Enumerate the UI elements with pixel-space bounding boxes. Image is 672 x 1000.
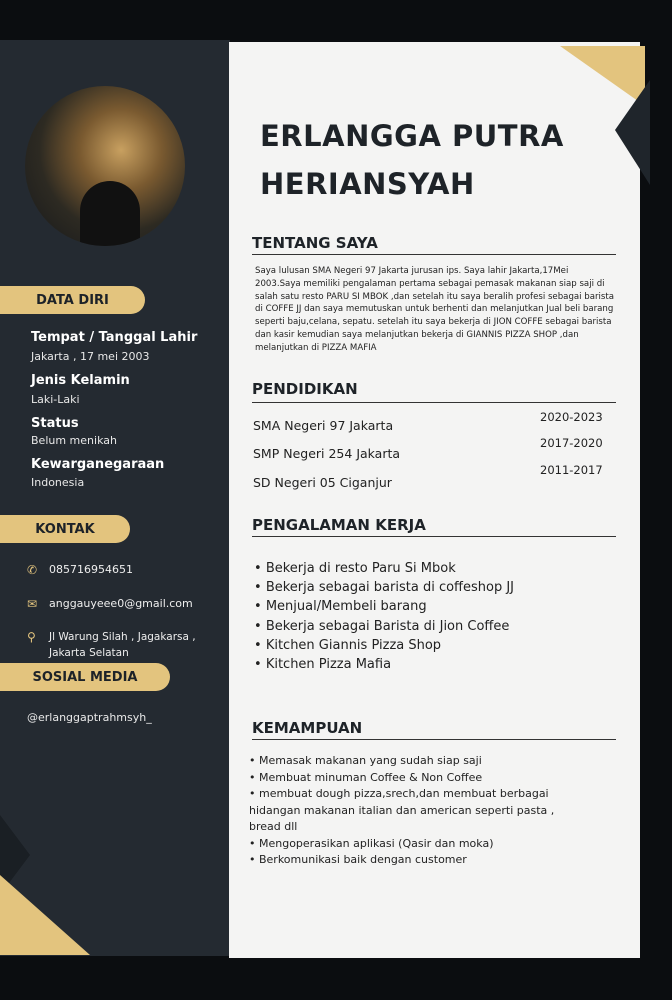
value: Belum menikah	[31, 434, 117, 447]
list-item: • Menjual/Membeli barang	[254, 597, 514, 616]
phone	[27, 563, 133, 577]
experience-list	[254, 559, 514, 674]
list-item: • membuat dough pizza,srech,dan membuat berbagai hidangan makanan italian dan american seperti pasta , bread dll	[249, 787, 555, 833]
list-item: • Kitchen Giannis Pizza Shop	[254, 636, 514, 655]
years: 2017-2020	[540, 436, 603, 450]
kontak-heading: KONTAK	[0, 515, 130, 543]
school: SMA Negeri 97 Jakarta	[253, 418, 394, 433]
full-name: ERLANGGA PUTRA HERIANSYAH	[260, 119, 564, 201]
kemampuan-heading: KEMAMPUAN	[252, 719, 616, 740]
years: 2020-2023	[540, 410, 603, 424]
pengalaman-heading: PENGALAMAN KERJA	[252, 516, 616, 537]
label: Status	[31, 416, 79, 431]
email-text: anggauyeee0@gmail.com	[49, 597, 193, 610]
list-item: • Mengoperasikan aplikasi (Qasir dan moka)	[249, 836, 494, 850]
value: Laki-Laki	[31, 393, 80, 406]
address-line: Jakarta Selatan	[49, 647, 129, 659]
sosial-media-heading: SOSIAL MEDIA	[0, 663, 170, 691]
list-item: • Kitchen Pizza Mafia	[254, 655, 514, 674]
list-item: • Bekerja sebagai Barista di Jion Coffee	[254, 617, 514, 636]
list-item: • Bekerja sebagai barista di coffeshop JJ	[254, 578, 514, 597]
value: Indonesia	[31, 476, 85, 489]
label: Tempat / Tanggal Lahir	[31, 330, 198, 345]
about-text: Saya lulusan SMA Negeri 97 Jakarta jurusan ips. Saya lahir Jakarta,17Mei 2003.Saya memiliki pengalaman pertama sebagai pemasak makanan siap saji di salah satu resto PARU SI MBOK ,dan setelah itu saya beralih profesi sebagai barista di COFFE JJ dan saya memutuskan untuk berhenti dan melanjutkan Jual beli barang seperti baju,celana, sepatu. setelah itu saya bekerja di JION COFFE sebagai barista dan kasir kemudian saya melanjutkan bekerja di GIANNIS PIZZA SHOP ,dan melanjutkan di PIZZA MAFIA	[255, 266, 615, 353]
school: SD Negeri 05 Ciganjur	[253, 475, 392, 490]
address	[27, 629, 196, 661]
decor-triangle	[615, 80, 650, 185]
years: 2011-2017	[540, 463, 603, 477]
email	[27, 597, 193, 611]
phone-icon: ✆	[27, 563, 38, 577]
data-diri-heading: DATA DIRI	[0, 286, 145, 314]
list-item: • Berkomunikasi baik dengan customer	[249, 853, 467, 866]
pendidikan-heading: PENDIDIKAN	[252, 380, 358, 398]
label: Jenis Kelamin	[31, 373, 130, 388]
list-item: • Bekerja di resto Paru Si Mbok	[254, 559, 514, 578]
phone-text: 085716954651	[49, 563, 133, 576]
email-icon: ✉	[27, 597, 38, 611]
address-line: Jl Warung Silah , Jagakarsa ,	[49, 631, 196, 643]
skills-list	[249, 753, 579, 869]
decor-triangle	[0, 875, 90, 955]
value: Jakarta , 17 mei 2003	[31, 350, 150, 363]
list-item: • Memasak makanan yang sudah siap saji	[249, 754, 482, 767]
label: Kewarganegaraan	[31, 457, 165, 472]
social-handle: @erlanggaptrahmsyh_	[27, 711, 152, 724]
profile-photo	[25, 86, 185, 246]
tentang-heading: TENTANG SAYA	[252, 234, 616, 255]
location-pin-icon: ⚲	[27, 630, 36, 644]
school: SMP Negeri 254 Jakarta	[253, 446, 401, 461]
list-item: • Membuat minuman Coffee & Non Coffee	[249, 770, 483, 784]
